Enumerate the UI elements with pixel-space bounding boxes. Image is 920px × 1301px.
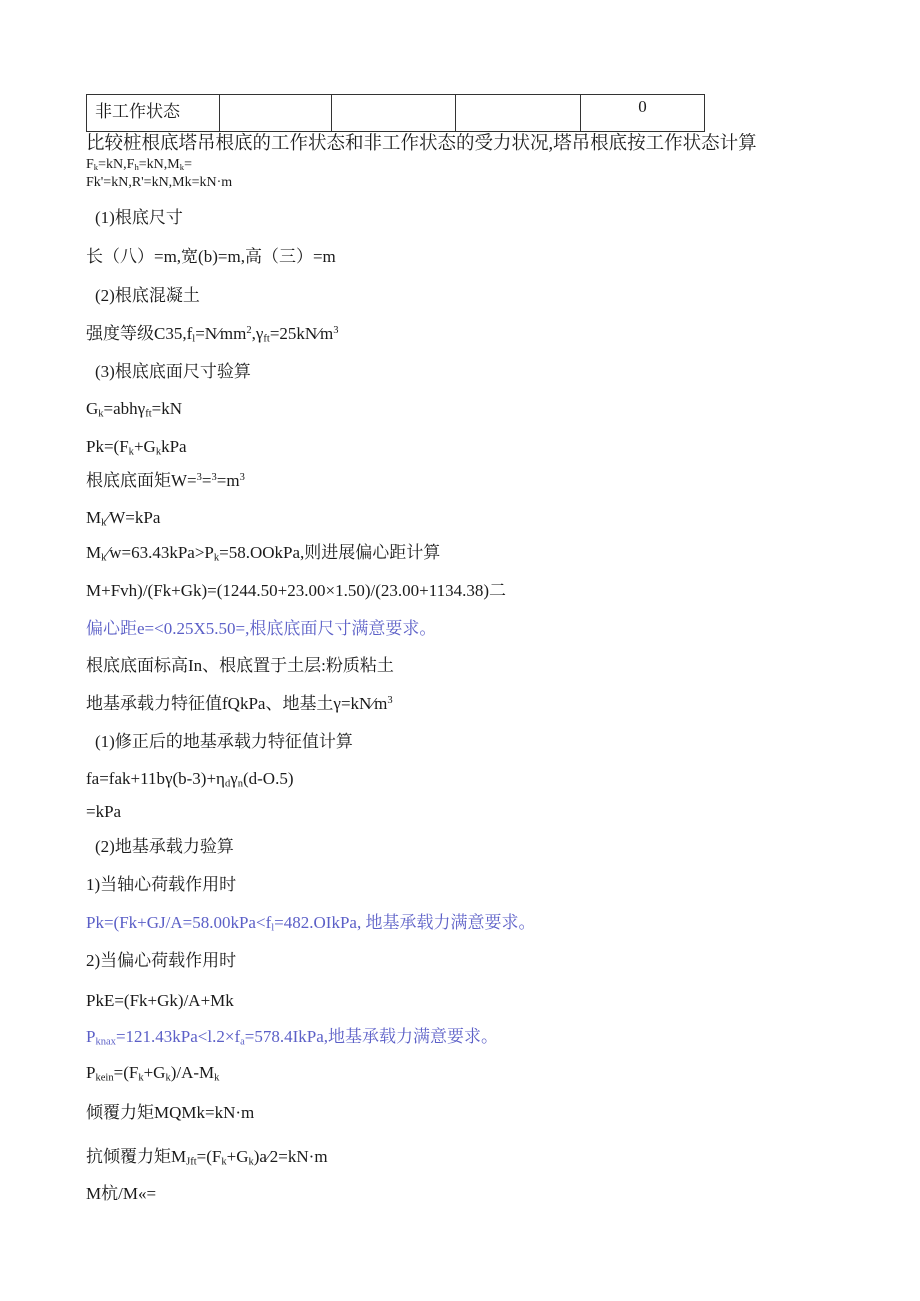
table-cell — [220, 95, 332, 132]
force-values-line: $F_k=kN,F_h=kN,M_k=$ — [86, 157, 192, 173]
section-heading: (3)根底底面尺寸验算 — [95, 362, 251, 381]
sub-heading: 2)当偏心荷载作用时 — [86, 951, 237, 970]
sub-heading: 1)当轴心荷载作用时 — [86, 875, 237, 894]
section-heading: (2)根底混凝土 — [95, 286, 200, 305]
pkmin-formula: $P_{kein}=(F_k+G_k)/A-M_k$ — [86, 1063, 220, 1084]
mk-w-compare: $M_k⁄w=63.43kPa>P_k=58.OOkPa$,则进展偏心距计算 — [86, 543, 441, 564]
section-heading: (2)地基承载力验算 — [95, 837, 234, 856]
section-heading: (1)修正后的地基承载力特征值计算 — [95, 732, 353, 751]
table-cell: 0 — [581, 95, 705, 132]
gk-formula: $G_k=abh\gamma_{ft}=kN$ — [86, 399, 183, 420]
bearing-capacity-line: 地基承载力特征值fQkPa、地基土$\gamma=kN⁄m^3$ — [86, 694, 393, 713]
pk-formula: $Pk=(F_k+G_kkPa$ — [86, 437, 187, 458]
eccentricity-formula: M+Fvh)/(Fk+Gk)=(1244.50+23.00×1.50)/(23.00+1134.38)二 — [86, 581, 507, 600]
table-cell — [332, 95, 456, 132]
eccentricity-check: 偏心距e=<0.25X5.50=,根底底面尺寸满意要求。 — [86, 619, 437, 638]
pkmax-check: $P_{knax}=121.43kPa<l.2\times f_a=578.4IkPa$,地基承载力满意要求。 — [86, 1027, 499, 1048]
force-values-line-2: Fk'=kN,R'=kN,Mk=kN·m — [86, 175, 233, 190]
fa-result: =kPa — [86, 802, 122, 821]
working-state-table — [86, 94, 705, 132]
concrete-line: 强度等级$C35,f_l=N⁄mm^2,\gamma_{ft}=25kN⁄m^3$ — [86, 324, 339, 345]
resisting-moment-line: 抗倾覆力矩$M_{Jft}=(F_k+G_k)a⁄2=kN\cdot m$ — [86, 1147, 328, 1168]
moment-ratio-line: M杭/M«= — [86, 1184, 157, 1203]
overturning-moment-line: 倾覆力矩MQMk=kN·m — [86, 1103, 255, 1122]
section-heading: (1)根底尺寸 — [95, 208, 183, 227]
foundation-elevation-line: 根底底面标高In、根底置于土层:粉质粘土 — [86, 656, 394, 675]
table-cell-label: 非工作状态 — [87, 95, 220, 132]
axial-load-check: $Pk=(Fk+GJ/A=58.00kPa<f_l=482.OIkPa$, 地基承载力满意要求。 — [86, 913, 536, 934]
fa-formula: $fa=fak+11b\gamma(b-3)+\eta_d\gamma_n(d-O.5)$ — [86, 769, 294, 790]
comparison-text: 比较桩根底塔吊根底的工作状态和非工作状态的受力状况,塔吊根底按工作状态计算 — [86, 134, 757, 154]
size-line: 长（八）=m,宽(b)=m,高（三）=m — [86, 247, 336, 266]
section-modulus-line: 根底底面矩$W=^3=^3=m^3$ — [86, 471, 245, 490]
table-cell — [456, 95, 581, 132]
table-row — [87, 95, 705, 132]
pke-formula: PkE=(Fk+Gk)/A+Mk — [86, 991, 234, 1010]
mk-w-formula: $M_k⁄W=kPa$ — [86, 508, 161, 529]
